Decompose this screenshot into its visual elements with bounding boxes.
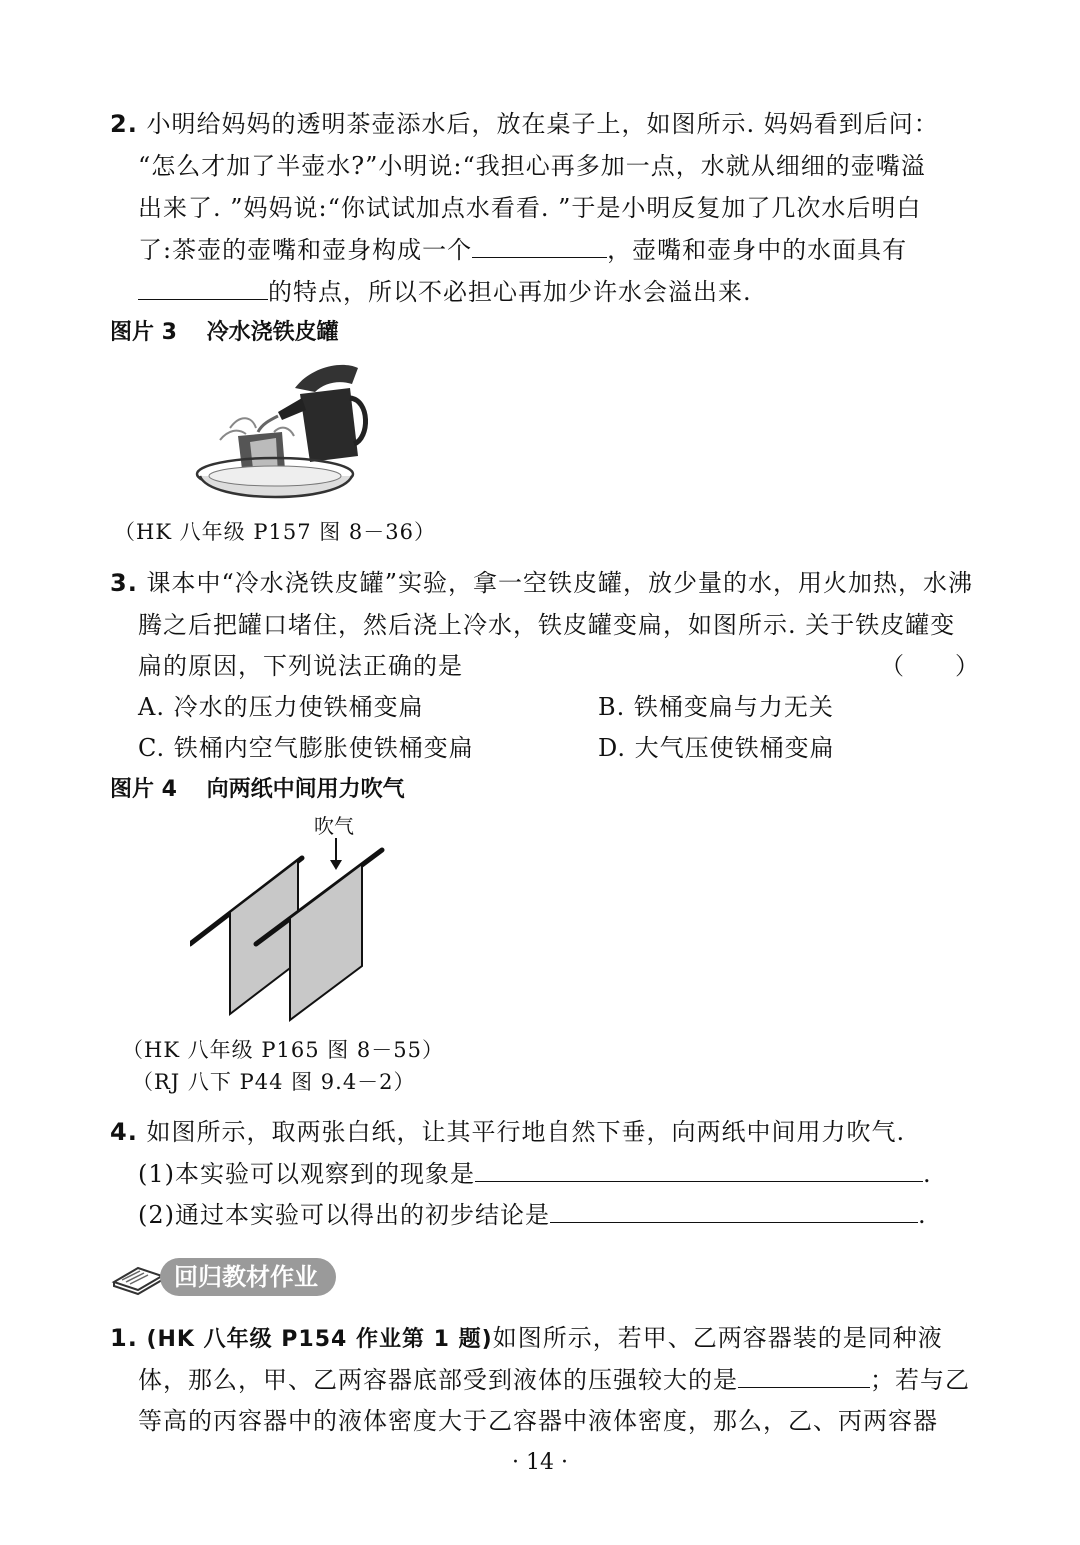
figure-4-label: 图片 4 (110, 777, 177, 802)
blow-label: 吹气 (314, 814, 354, 838)
q4-sub-2: (2)通过本实验可以得出的初步结论是 . (138, 1201, 927, 1229)
q2-line-4 (138, 234, 907, 266)
q3-line-3: 扁的原因，下列说法正确的是 (138, 652, 463, 680)
figure-4-caption-1: （HK 八年级 P165 图 8－55） (122, 1038, 444, 1062)
q2-line-2: “怎么才加了半壶水?”小明说:“我担心再多加一点，水就从细细的壶嘴溢 (138, 152, 926, 180)
figure-3-heading (110, 318, 339, 348)
q2-blank-1[interactable] (472, 235, 607, 258)
q2-text-4b: ，壶嘴和壶身中的水面具有 (607, 236, 908, 264)
q4-sub-1-text: (1)本实验可以观察到的现象是 (138, 1160, 475, 1188)
figure-4-heading (110, 775, 405, 805)
q2-text-1: 小明给妈妈的透明茶壶添水后，放在桌子上，如图所示. 妈妈看到后问： (146, 110, 939, 138)
paper-right (290, 864, 362, 1020)
hw1-source: (HK 八年级 P154 作业第 1 题) (146, 1327, 493, 1352)
hw1-line-3: 等高的丙容器中的液体密度大于乙容器中液体密度，那么，乙、丙两容器 (138, 1407, 938, 1435)
figure-4-caption-2: （RJ 八下 P44 图 9.4－2） (132, 1070, 416, 1094)
q4-sub-1: (1)本实验可以观察到的现象是 . (138, 1160, 932, 1188)
hw1-text-2b: ；若与乙 (870, 1366, 970, 1394)
q3-answer-paren[interactable]: （ ） (880, 652, 980, 680)
blow-arrow-head (330, 860, 342, 870)
q2-text-5: 的特点，所以不必担心再加少许水会溢出来. (268, 278, 752, 306)
q3-text-1: 课本中“冷水浇铁皮罐”实验，拿一空铁皮罐，放少量的水，用火加热，水沸 (146, 569, 974, 597)
hw1-text-1: 如图所示，若甲、乙两容器装的是同种液 (492, 1324, 943, 1352)
q3-option-c[interactable]: C. 铁桶内空气膨胀使铁桶变扁 (138, 734, 474, 762)
water-stream (258, 416, 278, 432)
hw1-text-2a: 体，那么，甲、乙两容器底部受到液体的压强较大的是 (138, 1366, 738, 1394)
q3-option-d[interactable]: D. 大气压使铁桶变扁 (598, 734, 835, 762)
section-title: 回归教材作业 (160, 1258, 336, 1296)
book-icon (110, 1258, 166, 1296)
hand (295, 365, 358, 392)
figure-3-title: 冷水浇铁皮罐 (206, 320, 339, 345)
q3-line-2: 腾之后把罐口堵住，然后浇上冷水，铁皮罐变扁，如图所示. 关于铁皮罐变 (138, 611, 956, 639)
figure-3-image (190, 358, 380, 518)
q2-line-3: 出来了. ”妈妈说:“你试试加点水看看. ”于是小明反复加了几次水后明白 (138, 194, 922, 222)
q2-line-1 (110, 108, 939, 140)
q2-blank-2[interactable] (138, 277, 268, 300)
q2-number: 2. (110, 110, 138, 138)
figure-3-label: 图片 3 (110, 320, 177, 345)
kettle-spout (278, 398, 306, 420)
q4-blank-1[interactable] (475, 1159, 923, 1182)
figure-4-image (190, 812, 390, 1022)
figure-3-caption: （HK 八年级 P157 图 8－36） (114, 520, 436, 544)
q3-option-b[interactable]: B. 铁桶变扁与力无关 (598, 693, 834, 721)
q4-blank-2[interactable] (550, 1200, 918, 1223)
q3-option-a[interactable]: A. 冷水的压力使铁桶变扁 (138, 693, 424, 721)
q4-line-1 (110, 1116, 905, 1148)
kettle (300, 388, 358, 462)
q3-line-1 (110, 567, 973, 599)
hw1-blank-1[interactable] (738, 1365, 870, 1388)
section-banner (110, 1258, 336, 1296)
figure-4-title: 向两纸中间用力吹气 (206, 777, 405, 802)
hw1-line-2 (138, 1364, 970, 1396)
q4-text-1: 如图所示，取两张白纸，让其平行地自然下垂，向两纸中间用力吹气. (146, 1118, 906, 1146)
hw1-number: 1. (110, 1324, 138, 1352)
q3-number: 3. (110, 569, 138, 597)
q4-number: 4. (110, 1118, 138, 1146)
page-number: · 14 · (512, 1450, 568, 1475)
q2-text-4a: 了:茶壶的壶嘴和壶身构成一个 (138, 236, 473, 264)
q2-line-5 (138, 276, 752, 308)
hw1-line-1 (110, 1322, 943, 1356)
q4-sub-2-text: (2)通过本实验可以得出的初步结论是 (138, 1201, 550, 1229)
